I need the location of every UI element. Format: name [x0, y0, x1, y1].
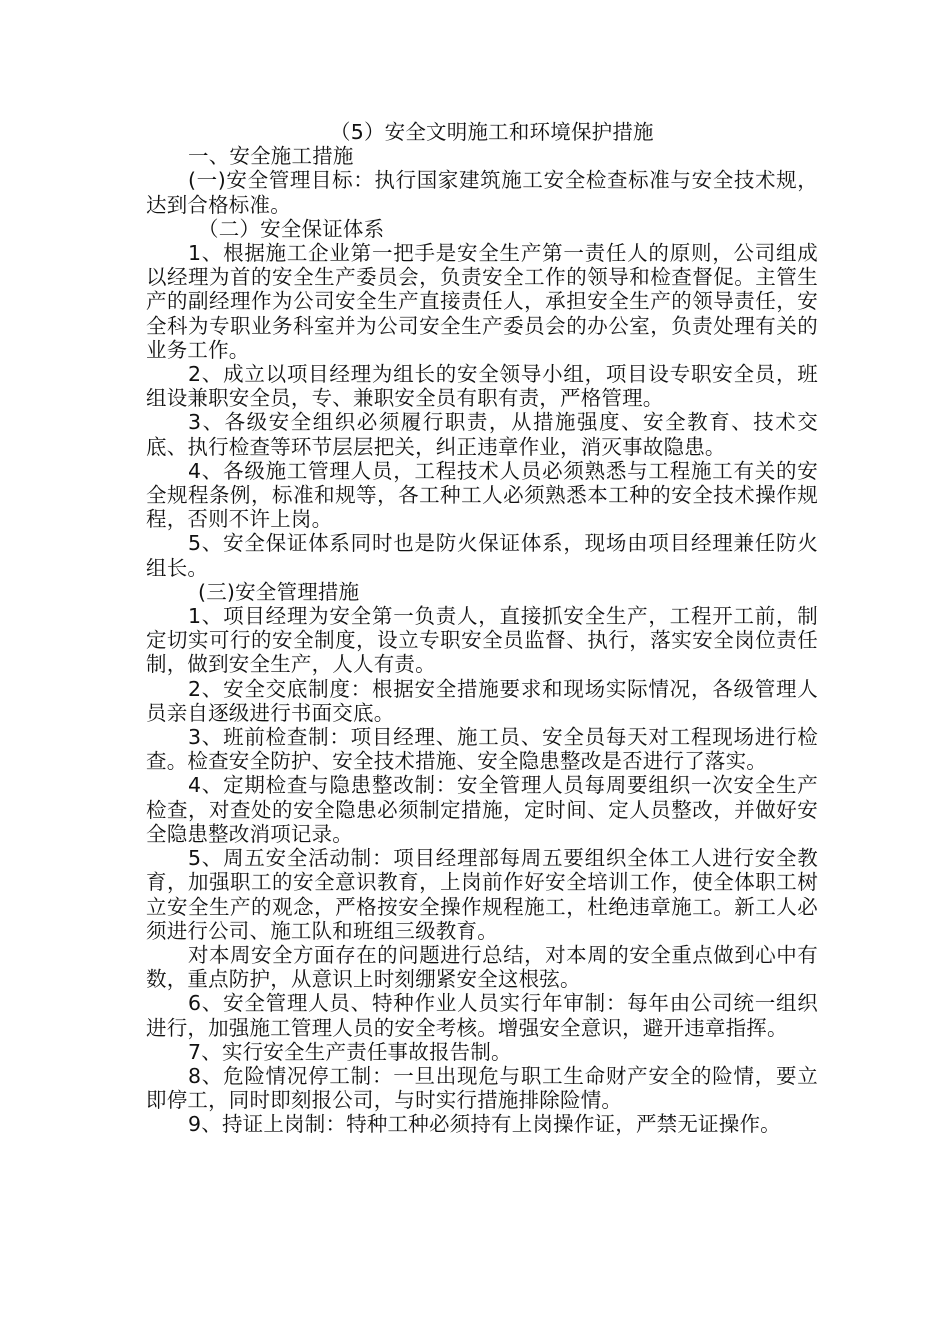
subheading-safety-management: (三)安全管理措施	[198, 579, 360, 604]
paragraph: 3、班前检查制：项目经理、施工员、安全员每天对工程现场进行检查。检查安全防护、安全技术措施、安全隐患整改是否进行了落实。	[146, 725, 818, 774]
paragraph: 8、危险情况停工制：一旦出现危与职工生命财产安全的险情，要立即停工，同时即刻报公司，与时实行措施排除险情。	[146, 1063, 818, 1113]
paragraph: 2、成立以项目经理为组长的安全领导小组，项目设专职安全员，班组设兼职安全员，专、兼职安全员有职有责，严格管理。	[146, 362, 818, 411]
paragraph: 4、定期检查与隐患整改制：安全管理人员每周要组织一次安全生产检查，对查处的安全隐患必须制定措施，定时间、定人员整改，并做好安全隐患整改消项记录。	[146, 773, 818, 846]
paragraph: 2、安全交底制度：根据安全措施要求和现场实际情况，各级管理人员亲自逐级进行书面交底。	[146, 676, 818, 725]
document-title: （5）安全文明施工和环境保护措施	[330, 120, 654, 144]
paragraph-safety-goal: (一)安全管理目标：执行国家建筑施工安全检查标准与安全技术规，达到合格标准。	[146, 168, 818, 217]
paragraph: 5、安全保证体系同时也是防火保证体系，现场由项目经理兼任防火组长。	[146, 531, 818, 580]
paragraph: 9、持证上岗制：特种工种必须持有上岗操作证，严禁无证操作。	[188, 1112, 781, 1137]
document-body	[146, 120, 818, 1137]
subheading-safety-system: （二）安全保证体系	[198, 216, 385, 241]
paragraph: 1、项目经理为安全第一负责人，直接抓安全生产，工程开工前，制定切实可行的安全制度，设立专职安全员监督、执行，落实安全岗位责任制，做到安全生产，人人有责。	[146, 604, 818, 677]
section-heading-safety-measures: 一、安全施工措施	[188, 144, 354, 169]
paragraph: 3、各级安全组织必须履行职责，从措施强度、安全教育、技术交底、执行检查等环节层层把关，纠正违章作业，消灭事故隐患。	[146, 410, 818, 459]
paragraph: 6、安全管理人员、特种作业人员实行年审制：每年由公司统一组织进行，加强施工管理人员的安全考核。增强安全意识，避开违章指挥。	[146, 991, 818, 1040]
paragraph: 7、实行安全生产责任事故报告制。	[188, 1039, 512, 1064]
paragraph: 1、根据施工企业第一把手是安全生产第一责任人的原则，公司组成以经理为首的安全生产委员会，负责安全工作的领导和检查督促。主管生产的副经理作为公司安全生产直接责任人，承担安全生产的领导责任，安全科为专职业务科室并为公司安全生产委员会的办公室，负责处理有关的业务工作。	[146, 241, 818, 362]
paragraph: 5、周五安全活动制：项目经理部每周五要组织全体工人进行安全教育，加强职工的安全意识教育，上岗前作好安全培训工作，使全体职工树立安全生产的观念，严格按安全操作规程施工，杜绝违章施工。新工人必须进行公司、施工队和班组三级教育。	[146, 846, 818, 943]
paragraph: 4、各级施工管理人员，工程技术人员必须熟悉与工程施工有关的安全规程条例，标准和规等，各工种工人必须熟悉本工种的安全技术操作规程，否则不许上岗。	[146, 458, 818, 532]
paragraph: 对本周安全方面存在的问题进行总结，对本周的安全重点做到心中有数，重点防护，从意识上时刻绷紧安全这根弦。	[146, 942, 818, 992]
